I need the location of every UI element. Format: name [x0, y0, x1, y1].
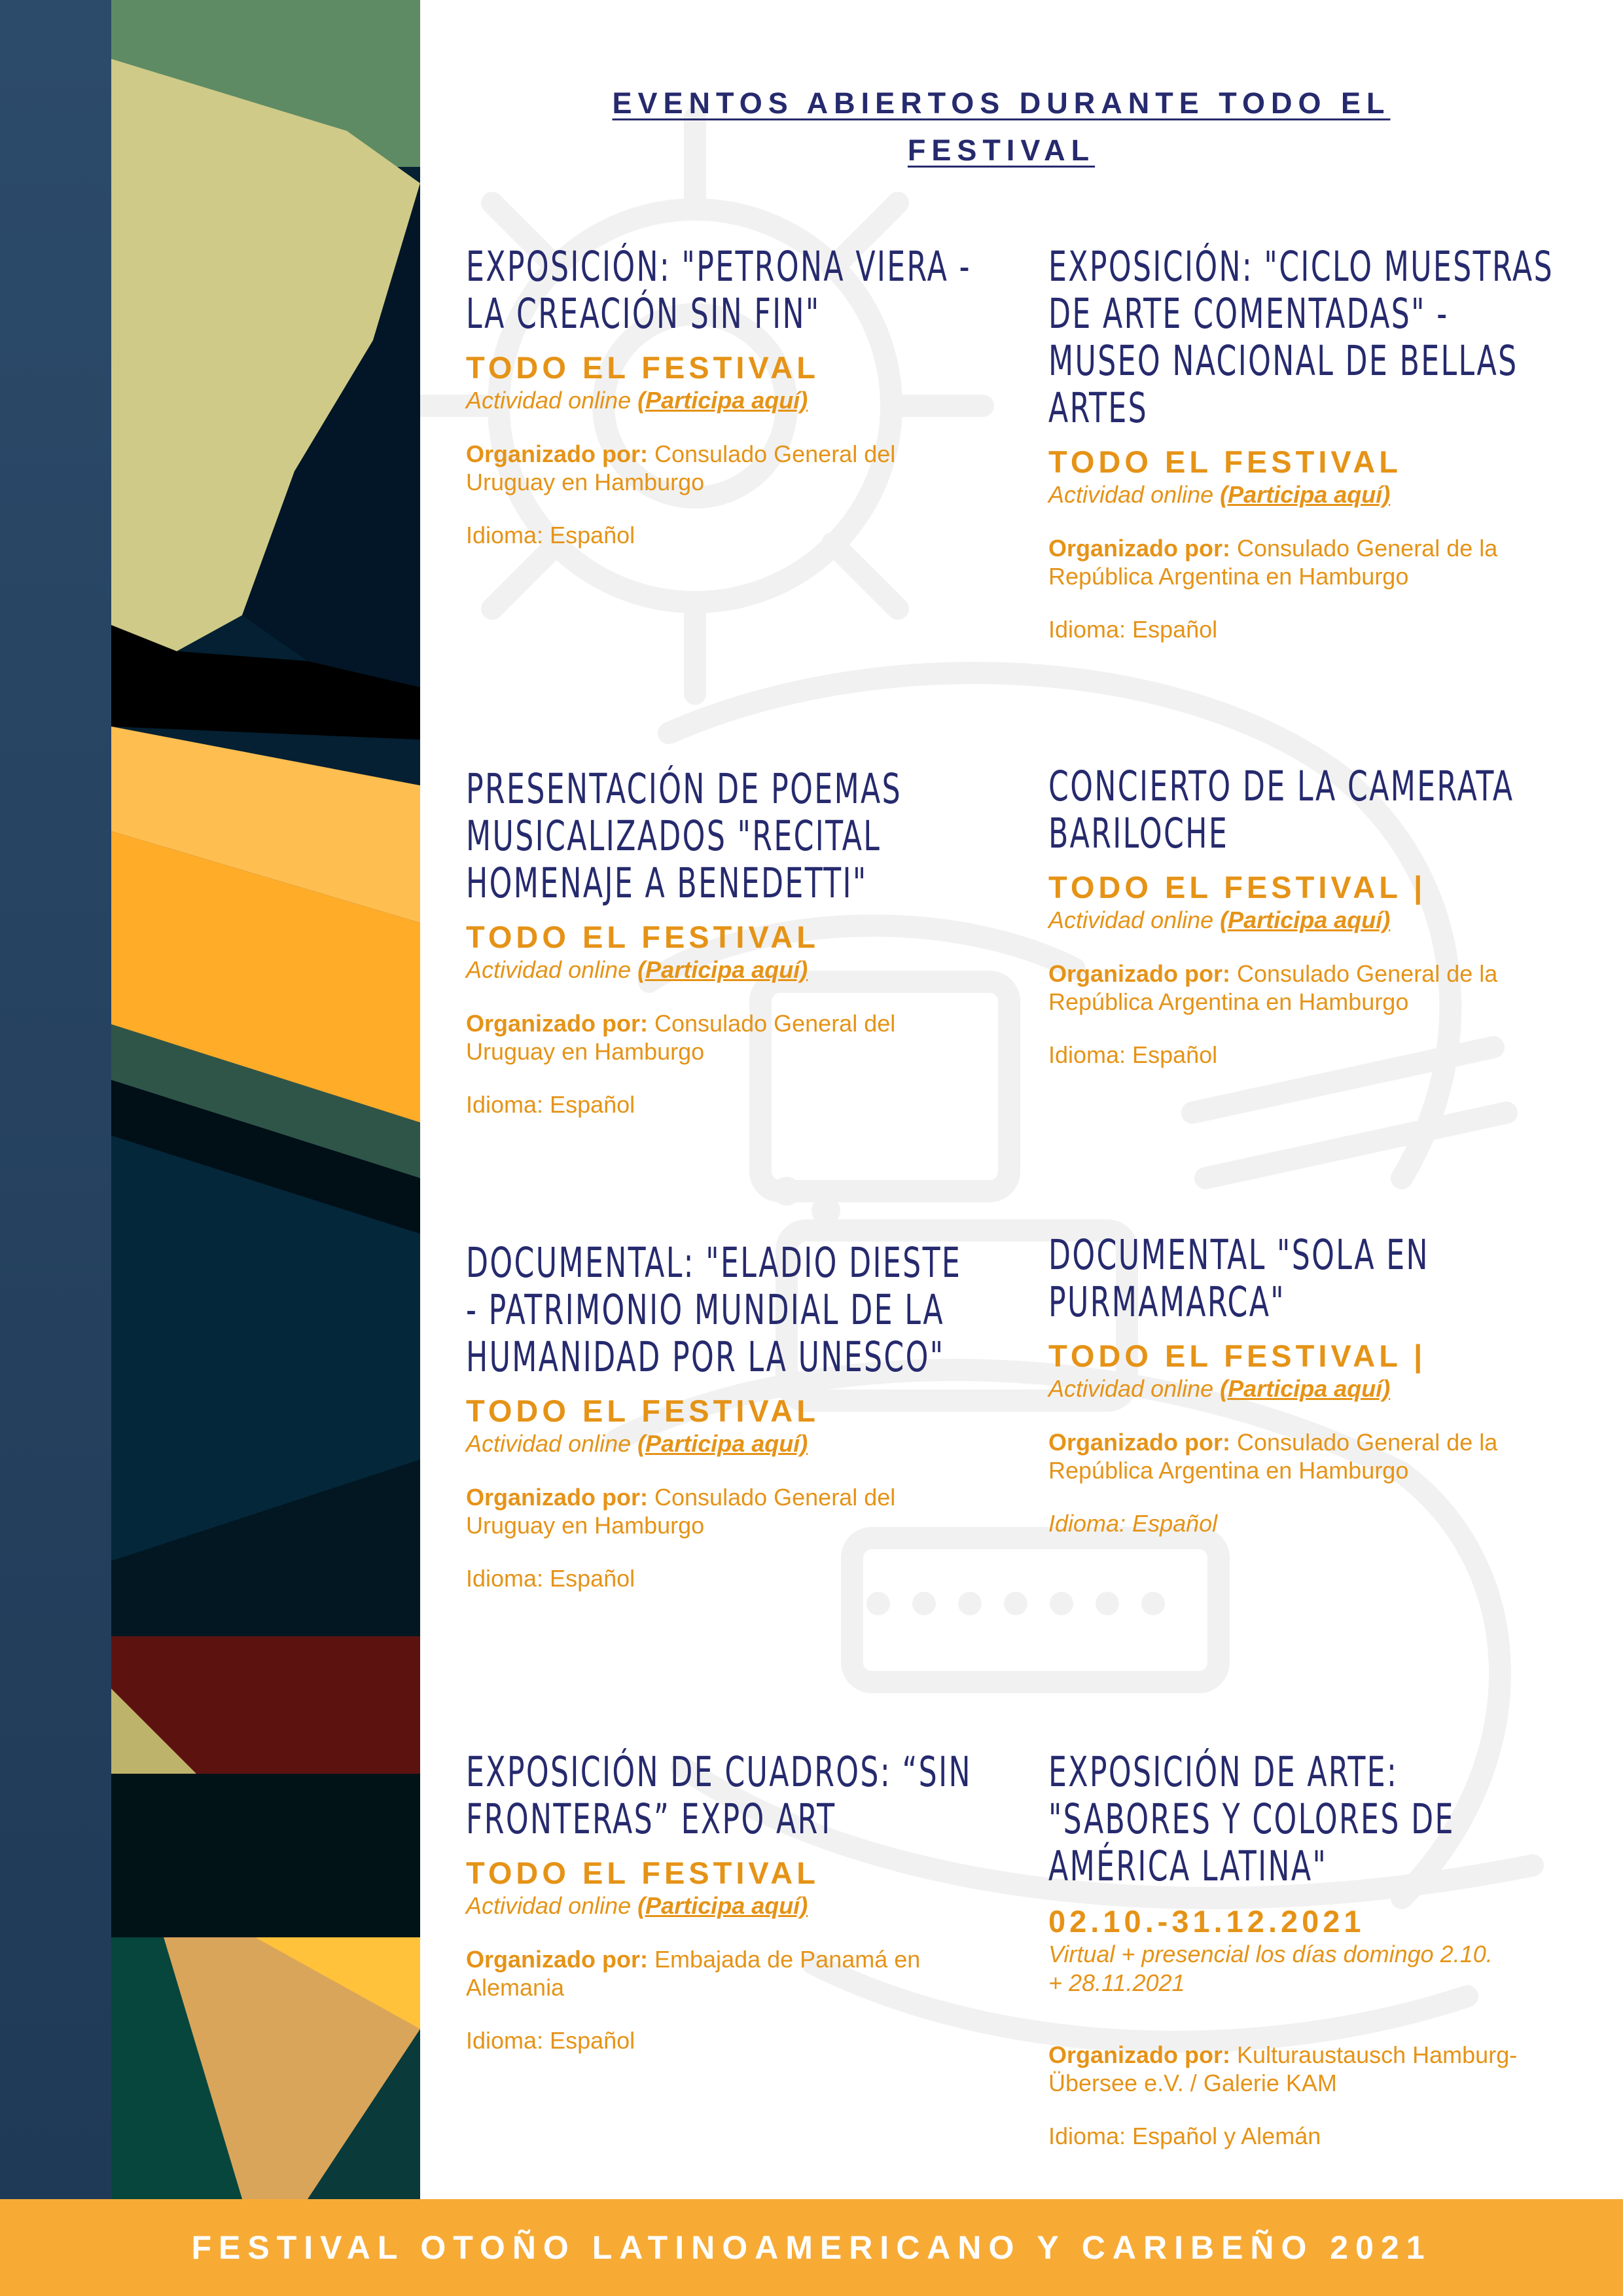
organizer-label: Organizado por:: [1048, 1429, 1230, 1456]
event-mode-text: Actividad online: [466, 956, 638, 983]
organizer-name: Kulturaustausch Hamburg-Übersee e.V. / Galerie KAM: [1048, 2041, 1518, 2096]
organizer-name: Embajada de Panamá en Alemania: [466, 1946, 921, 2001]
event-date: TODO EL FESTIVAL |: [1048, 1338, 1427, 1373]
event-language: Idioma: Español: [1048, 616, 1218, 643]
participate-link[interactable]: (Participa aquí): [637, 956, 808, 983]
event-mode: [466, 1892, 976, 1920]
event-language: Idioma: Español: [1048, 1041, 1218, 1068]
event-date: TODO EL FESTIVAL: [466, 350, 819, 385]
left-gradient-band: [0, 0, 111, 2199]
event-title: EXPOSICIÓN DE ARTE: "SABORES Y COLORES DE AMÉRICA LATINA": [1048, 1748, 1455, 1890]
participate-link[interactable]: (Participa aquí): [1220, 481, 1391, 508]
participate-link[interactable]: (Participa aquí): [1220, 1375, 1391, 1402]
event-card: [466, 1749, 976, 2054]
participate-link[interactable]: (Participa aquí): [637, 1892, 808, 1919]
event-title: EXPOSICIÓN: "PETRONA VIERA - LA CREACIÓN SIN FIN": [466, 243, 971, 338]
event-mode: Virtual + presencial los días domingo 2.10. + 28.11.2021: [1048, 1941, 1493, 1996]
organizer-name: Consulado General de la República Argentina en Hamburgo: [1048, 1429, 1498, 1484]
event-mode-text: Actividad online: [1048, 906, 1221, 933]
event-title: PRESENTACIÓN DE POEMAS MUSICALIZADOS "RECITAL HOMENAJE A BENEDETTI": [466, 765, 902, 907]
event-mode-text: Actividad online: [1048, 1375, 1221, 1402]
event-mode-text: Actividad online: [466, 387, 638, 414]
footer-title: FESTIVAL OTOÑO LATINOAMERICANO Y CARIBEÑO 2021: [191, 2229, 1432, 2266]
organizer-name: Consulado General del Uruguay en Hamburgo: [466, 440, 896, 495]
event-mode: [466, 956, 976, 984]
event-card: [1048, 1749, 1559, 2150]
event-mode: [466, 1429, 976, 1458]
event-mode-text: Actividad online: [466, 1430, 638, 1457]
event-organizer: [466, 1945, 976, 2001]
event-mode: [1048, 1374, 1559, 1403]
organizer-name: Consulado General de la República Argentina en Hamburgo: [1048, 960, 1498, 1015]
organizer-name: Consulado General del Uruguay en Hamburgo: [466, 1484, 896, 1539]
event-language: Idioma: Español: [466, 1091, 635, 1118]
event-card: [466, 243, 976, 549]
organizer-label: Organizado por:: [1048, 2041, 1230, 2068]
event-language: Idioma: Español: [466, 2027, 635, 2054]
event-language: Idioma: Español: [466, 1565, 635, 1592]
event-date: TODO EL FESTIVAL: [466, 1393, 819, 1428]
event-card: [1048, 763, 1559, 1069]
organizer-name: Consulado General del Uruguay en Hamburgo: [466, 1010, 896, 1065]
organizer-label: Organizado por:: [1048, 535, 1230, 562]
organizer-label: Organizado por:: [1048, 960, 1230, 987]
event-organizer: [1048, 2041, 1559, 2097]
event-language: Idioma: Español y Alemán: [1048, 2123, 1321, 2149]
event-card: [466, 1240, 976, 1592]
event-language: Idioma: Español: [1048, 1510, 1218, 1537]
participate-link[interactable]: (Participa aquí): [637, 387, 808, 414]
event-mode: [466, 386, 976, 415]
event-date: TODO EL FESTIVAL: [466, 920, 819, 954]
event-mode-text: Actividad online: [1048, 481, 1221, 508]
organizer-label: Organizado por:: [466, 1010, 648, 1037]
event-organizer: [466, 1483, 976, 1539]
event-title: DOCUMENTAL: "ELADIO DIESTE - PATRIMONIO MUNDIAL DE LA HUMANIDAD POR LA UNESCO": [466, 1239, 962, 1381]
event-date: TODO EL FESTIVAL: [466, 1856, 819, 1890]
event-title: EXPOSICIÓN: "CICLO MUESTRAS DE ARTE COMENTADAS" - MUSEO NACIONAL DE BELLAS ARTES: [1048, 243, 1554, 432]
organizer-label: Organizado por:: [466, 440, 648, 467]
organizer-name: Consulado General de la República Argentina en Hamburgo: [1048, 535, 1498, 590]
page-title: EVENTOS ABIERTOS DURANTE TODO EL FESTIVAL: [612, 86, 1391, 167]
event-organizer: [1048, 534, 1559, 590]
event-title: EXPOSICIÓN DE CUADROS: “SIN FRONTERAS” EXPO ART: [466, 1748, 972, 1843]
decorative-art-strip: [111, 0, 420, 2199]
event-title: DOCUMENTAL "SOLA EN PURMAMARCA": [1048, 1231, 1429, 1326]
event-date: TODO EL FESTIVAL: [1048, 444, 1402, 479]
event-date: TODO EL FESTIVAL |: [1048, 870, 1427, 905]
participate-link[interactable]: (Participa aquí): [1220, 906, 1391, 933]
event-organizer: [466, 1009, 976, 1066]
participate-link[interactable]: (Participa aquí): [637, 1430, 808, 1457]
event-card: [1048, 243, 1559, 643]
event-mode: [1048, 480, 1559, 509]
event-card: [466, 766, 976, 1119]
event-title: CONCIERTO DE LA CAMERATA BARILOCHE: [1048, 762, 1514, 857]
event-organizer: [1048, 1428, 1559, 1484]
event-card: [1048, 1232, 1559, 1537]
event-organizer: [1048, 960, 1559, 1016]
event-date: 02.10.-31.12.2021: [1048, 1904, 1365, 1939]
event-language: Idioma: Español: [466, 522, 635, 548]
event-mode: [1048, 906, 1559, 935]
organizer-label: Organizado por:: [466, 1946, 648, 1973]
organizer-label: Organizado por:: [466, 1484, 648, 1511]
footer-bar: [0, 2199, 1623, 2296]
event-organizer: [466, 440, 976, 496]
event-mode-text: Actividad online: [466, 1892, 638, 1919]
